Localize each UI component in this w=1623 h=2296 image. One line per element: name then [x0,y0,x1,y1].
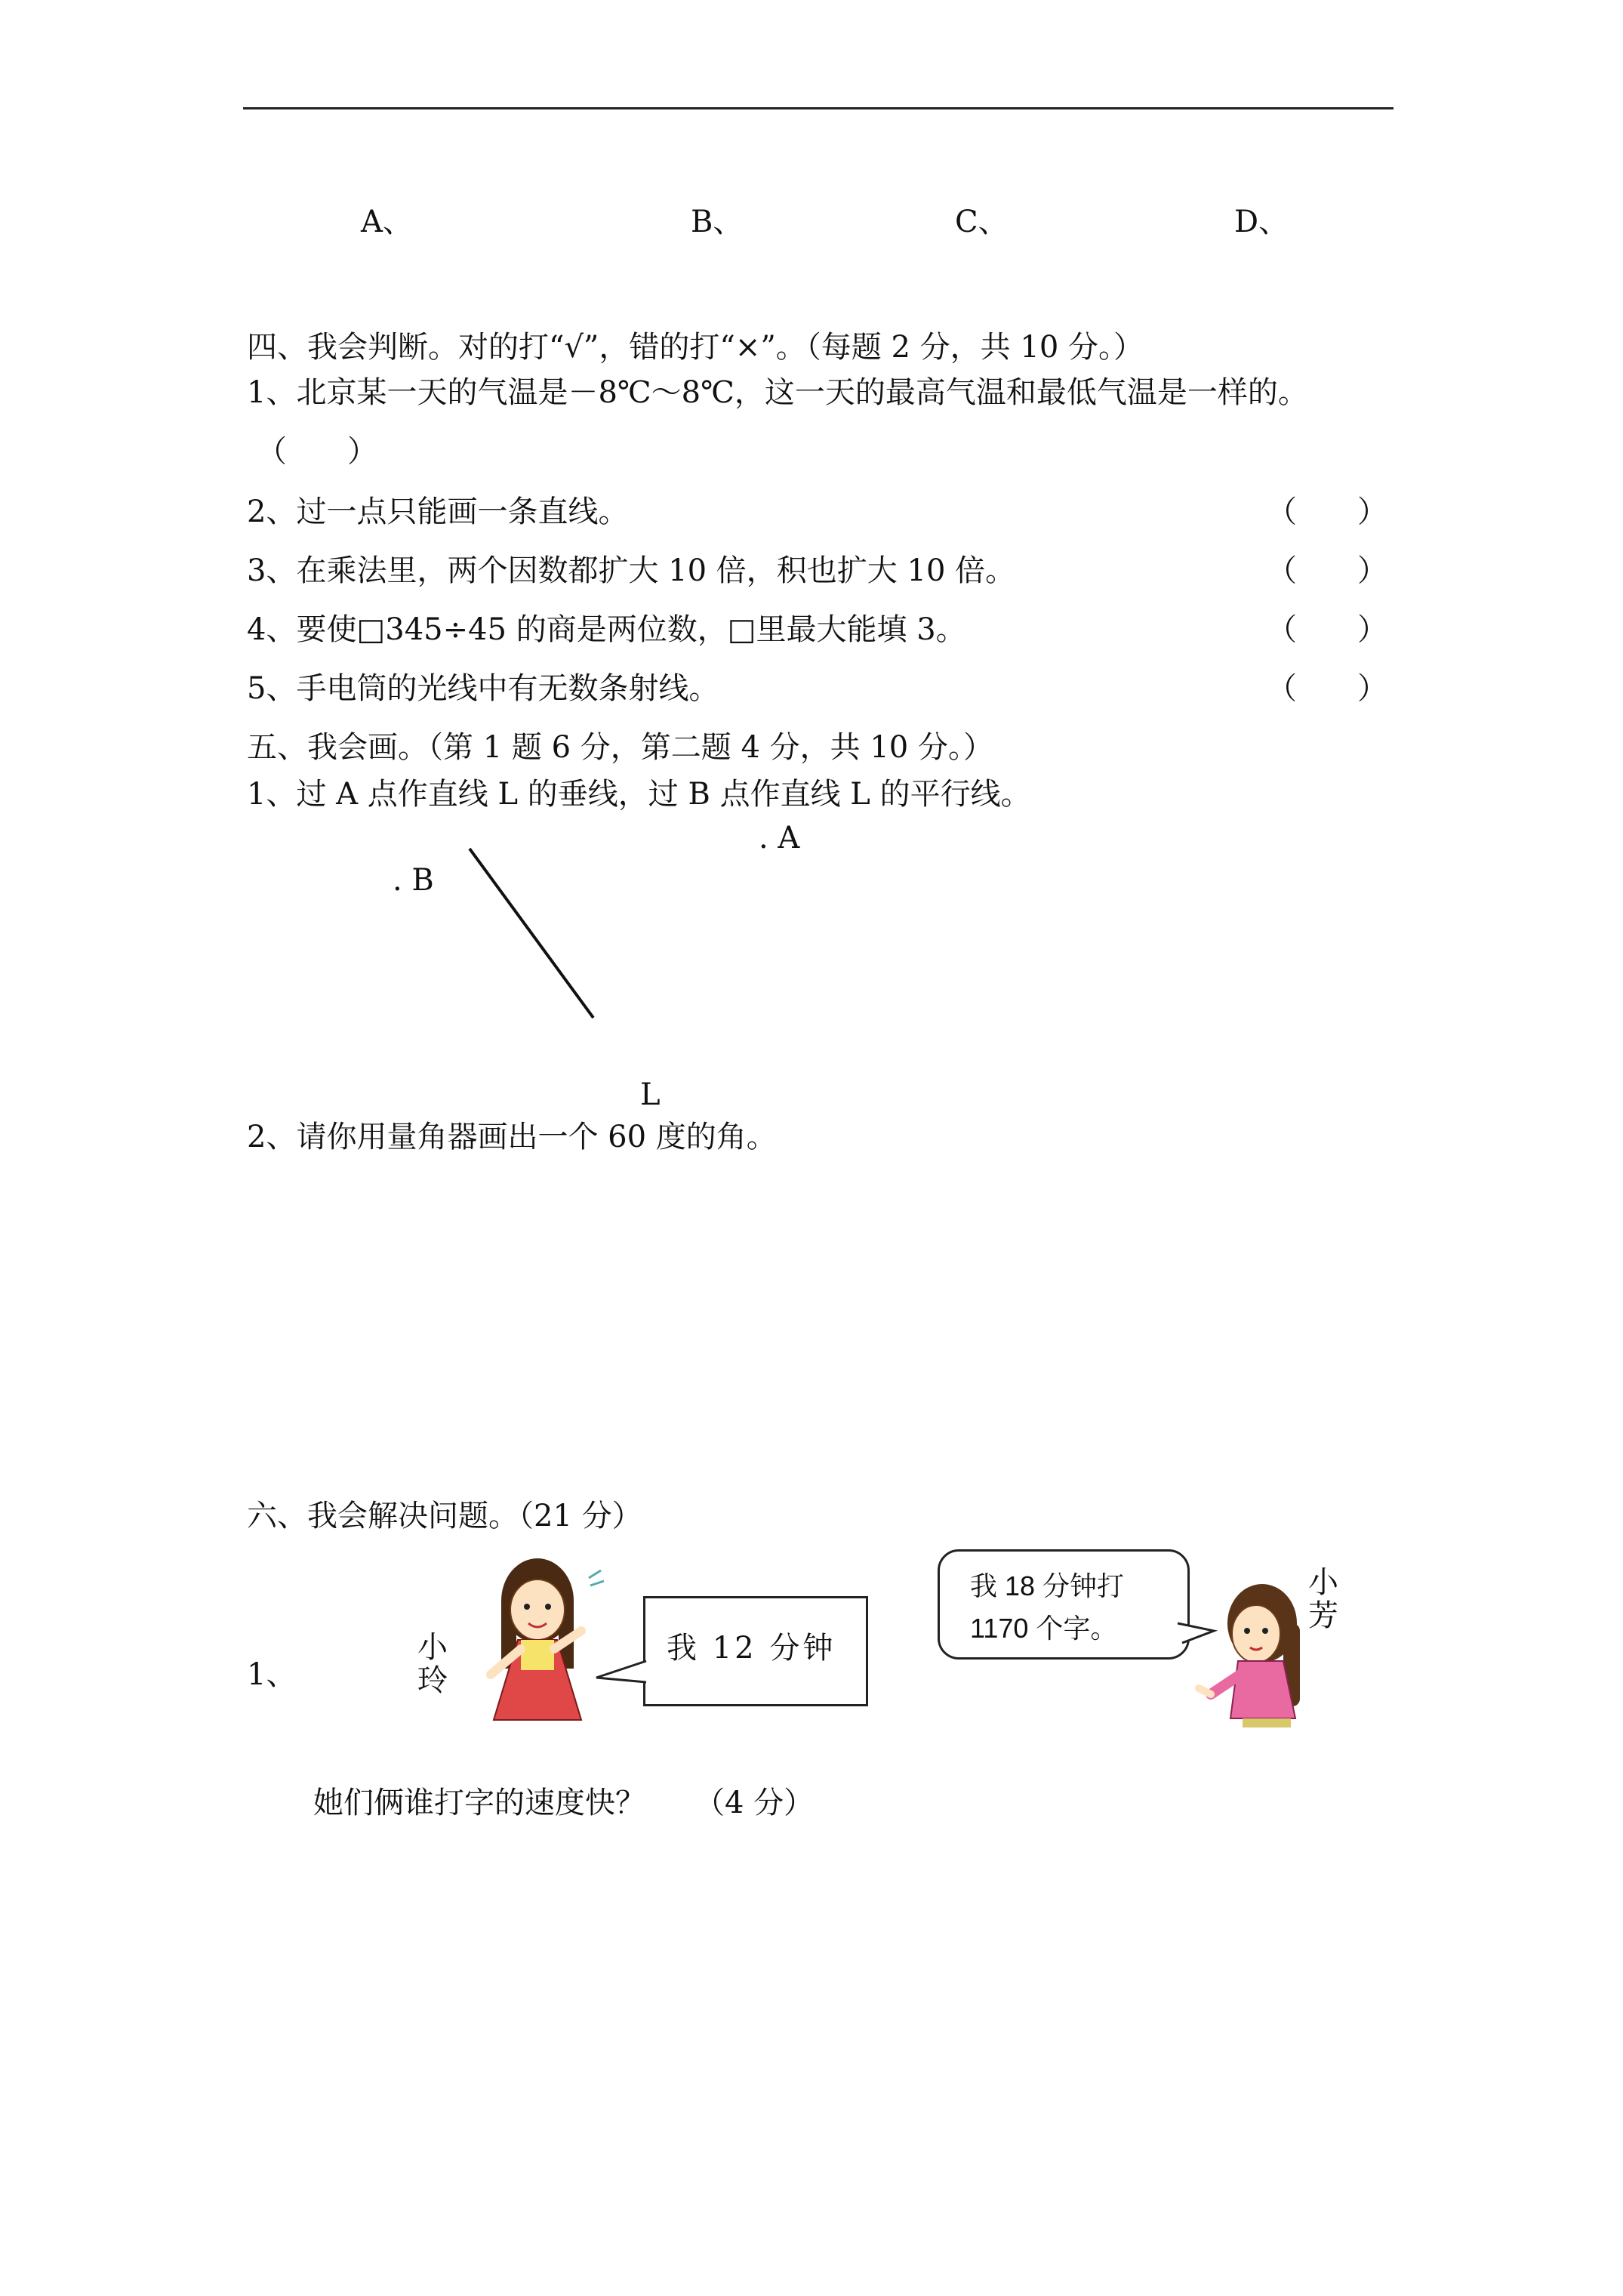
judge-item-5: 5、手电筒的光线中有无数条射线。 [247,671,719,706]
judge-item-3: 3、在乘法里，两个因数都扩大 10 倍，积也扩大 10 倍。 [247,553,1016,588]
draw-question-2: 2、请你用量角器画出一个 60 度的角。 [247,1120,777,1154]
section5-title: 五、我会画。（第 1 题 6 分，第二题 4 分，共 10 分。） [247,730,993,765]
girl2-name: 小 芳 [1308,1566,1338,1632]
judge-blank-5[interactable]: （ ） [1267,671,1387,706]
judge-blank-2[interactable]: （ ） [1267,495,1387,529]
judge-blank-1[interactable]: （ ） [257,434,377,469]
judge-blank-3[interactable]: （ ） [1267,553,1387,588]
problem-1-points: （4 分） [694,1786,815,1820]
girl1-speech-text: 我 12 分钟 [667,1631,836,1666]
judge-blank-4[interactable]: （ ） [1267,612,1387,647]
option-d: D、 [1234,205,1289,239]
point-b-label: . B [393,863,434,898]
judge-item-4: 4、要使□345÷45 的商是两位数，□里最大能填 3。 [247,612,966,647]
girl2-speech-line1: 我 18 分钟打 [970,1570,1125,1601]
girl2-speech-line2: 1170 个字。 [970,1613,1118,1644]
option-a: A、 [361,205,413,239]
problem-1-number: 1、 [247,1657,297,1692]
section6-title: 六、我会解决问题。（21 分） [247,1499,642,1533]
judge-item-2: 2、过一点只能画一条直线。 [247,495,629,529]
option-c: C、 [955,205,1009,239]
option-b: B、 [691,205,744,239]
section4-title: 四、我会判断。对的打“√”，错的打“×”。（每题 2 分，共 10 分。） [247,330,1144,365]
girl1-name: 小 玲 [417,1630,448,1698]
problem-1-question: 她们俩谁打字的速度快？ [313,1786,645,1820]
judge-item-1: 1、北京某一天的气温是－8℃～8℃，这一天的最高气温和最低气温是一样的。 [247,375,1308,410]
draw-question-1: 1、过 A 点作直线 L 的垂线，过 B 点作直线 L 的平行线。 [247,777,1031,812]
line-l-label: L [640,1077,661,1112]
point-a-label: . A [759,821,800,855]
